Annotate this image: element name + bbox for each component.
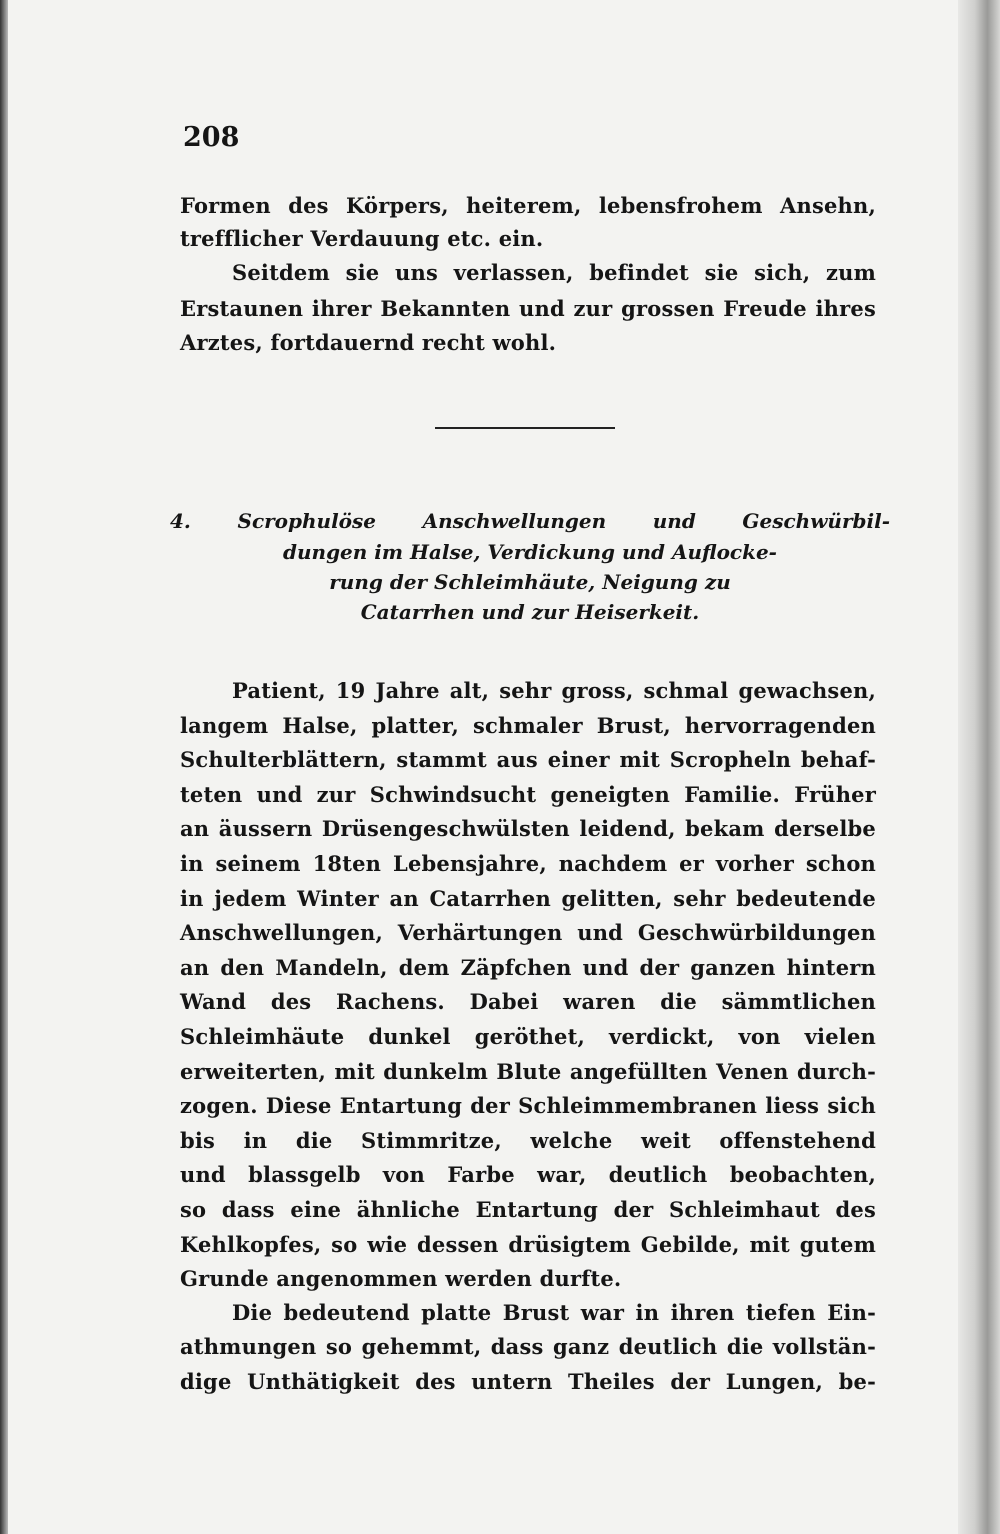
page-edge-left — [0, 0, 8, 1534]
text-line: teten und zur Schwindsucht geneigten Familie. Früher — [180, 781, 876, 807]
page-number: 208 — [183, 122, 240, 153]
text-line: Kehlkopfes, so wie dessen drüsigtem Gebilde, mit gutem — [180, 1231, 876, 1257]
text-line: und blassgelb von Farbe war, deutlich beobachten, — [180, 1162, 876, 1188]
text-line: erweiterten, mit dunkelm Blute angefüllten Venen durch- — [180, 1058, 876, 1084]
section-heading-line: dungen im Halse, Verdickung und Auflocke- — [283, 540, 777, 564]
section-heading-line: rung der Schleimhäute, Neigung zu — [329, 570, 731, 594]
text-line: an äussern Drüsengeschwülsten leidend, bekam derselbe — [180, 816, 876, 842]
text-line: dige Unthätigkeit des untern Theiles der Lungen, be- — [180, 1369, 876, 1394]
text-line: Schleimhäute dunkel geröthet, verdickt, von vielen — [180, 1024, 876, 1049]
text-line: Erstaunen ihrer Bekannten und zur grossen Freude ihres — [180, 296, 876, 321]
section-heading-line: Catarrhen und zur Heiserkeit. — [360, 600, 700, 624]
text-line: Anschwellungen, Verhärtungen und Geschwürbildungen — [180, 920, 876, 946]
text-line: in jedem Winter an Catarrhen gelitten, sehr bedeutende — [180, 885, 876, 911]
text-line: in seinem 18ten Lebensjahre, nachdem er vorher schon — [180, 851, 876, 876]
text-line: an den Mandeln, dem Zäpfchen und der ganzen hintern — [180, 954, 876, 980]
text-line: Schulterblättern, stammt aus einer mit Scropheln behaf- — [180, 747, 876, 773]
text-line: Patient, 19 Jahre alt, sehr gross, schmal gewachsen, — [232, 678, 876, 703]
text-line: so dass eine ähnliche Entartung der Schleimhaut des — [180, 1197, 876, 1222]
text-line: Seitdem sie uns verlassen, befindet sie sich, zum — [232, 260, 876, 285]
text-line: athmungen so gehemmt, dass ganz deutlich die vollstän- — [180, 1334, 876, 1359]
text-line: Wand des Rachens. Dabei waren die sämmtlichen — [180, 989, 876, 1015]
section-divider — [435, 427, 615, 429]
book-binding-edge — [958, 0, 1000, 1534]
text-line: trefflicher Verdauung etc. ein. — [180, 226, 544, 251]
text-line: Grunde angenommen werden durfte. — [180, 1266, 622, 1292]
section-heading-line: 4. Scrophulöse Anschwellungen und Geschwürbil- — [170, 509, 890, 533]
text-line: Arztes, fortdauernd recht wohl. — [180, 330, 557, 355]
text-line: Formen des Körpers, heiterem, lebensfrohem Ansehn, — [180, 193, 876, 218]
text-line: zogen. Diese Entartung der Schleimmembranen liess sich — [180, 1093, 876, 1119]
text-line: langem Halse, platter, schmaler Brust, hervorragenden — [180, 712, 876, 738]
text-line: bis in die Stimmritze, welche weit offenstehend — [180, 1127, 876, 1153]
text-line: Die bedeutend platte Brust war in ihren tiefen Ein- — [232, 1300, 876, 1325]
